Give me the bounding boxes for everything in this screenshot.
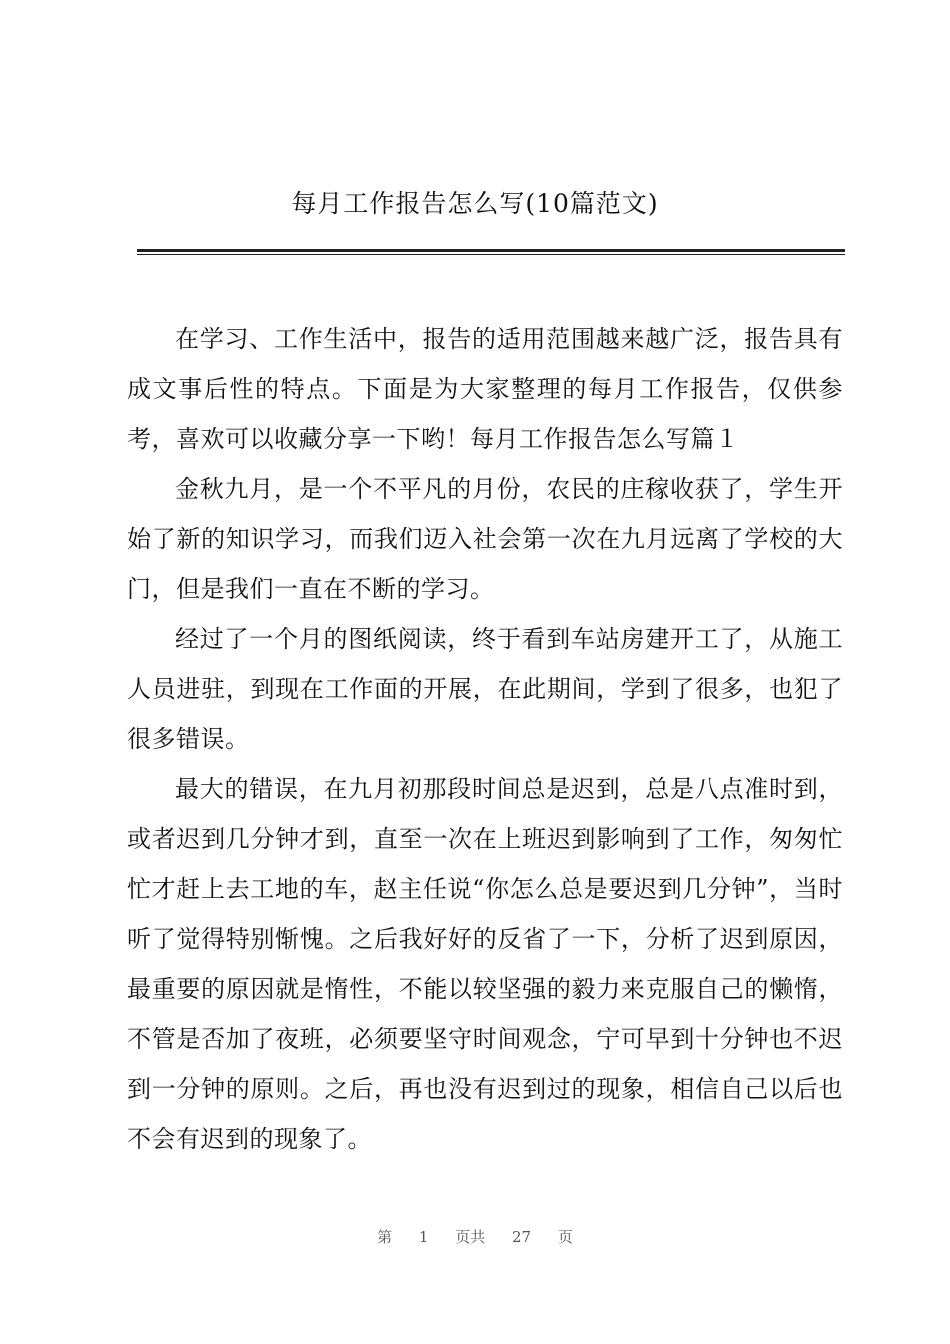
paragraph-drawings: 经过了一个月的图纸阅读，终于看到车站房建开工了，从施工人员进驻，到现在工作面的开展，在此期间，学到了很多，也犯了很多错误。 bbox=[127, 625, 843, 753]
paragraph-mistakes: 最大的错误，在九月初那段时间总是迟到，总是八点准时到，或者迟到几分钟才到，直至一次在上班迟到影响到了工作，匆匆忙忙才赶上去工地的车，赵主任说“你怎么总是要迟到几分钟”，当时听了觉得特别惭愧。之后我好好的反省了一下，分析了迟到原因，最重要的原因就是惰性，不能以较坚强的毅力来克服自己的懒惰，不管是否加了夜班，必须要坚守时间观念，宁可早到十分钟也不迟到一分钟的原则。之后，再也没有迟到过的现象，相信自己以后也不会有迟到的现象了。 bbox=[127, 775, 843, 1153]
footer-middle: 页共 bbox=[455, 1228, 486, 1246]
title-rule-thick bbox=[137, 249, 845, 252]
document-body bbox=[127, 314, 843, 1164]
footer-suffix: 页 bbox=[557, 1228, 573, 1246]
document-title: 每月工作报告怎么写(10篇范文) bbox=[291, 189, 659, 218]
page-footer bbox=[0, 1226, 950, 1247]
footer-total-pages: 27 bbox=[512, 1228, 532, 1246]
footer-page-number: 1 bbox=[418, 1228, 429, 1246]
paragraph-intro: 在学习、工作生活中，报告的适用范围越来越广泛，报告具有成文事后性的特点。下面是为大家整理的每月工作报告，仅供参考，喜欢可以收藏分享一下哟！每月工作报告怎么写篇１ bbox=[127, 325, 843, 453]
paragraph-september: 金秋九月，是一个不平凡的月份，农民的庄稼收获了，学生开始了新的知识学习，而我们迈入社会第一次在九月远离了学校的大门，但是我们一直在不断的学习。 bbox=[127, 475, 843, 603]
title-rule-thin bbox=[137, 254, 845, 255]
footer-prefix: 第 bbox=[377, 1228, 393, 1246]
